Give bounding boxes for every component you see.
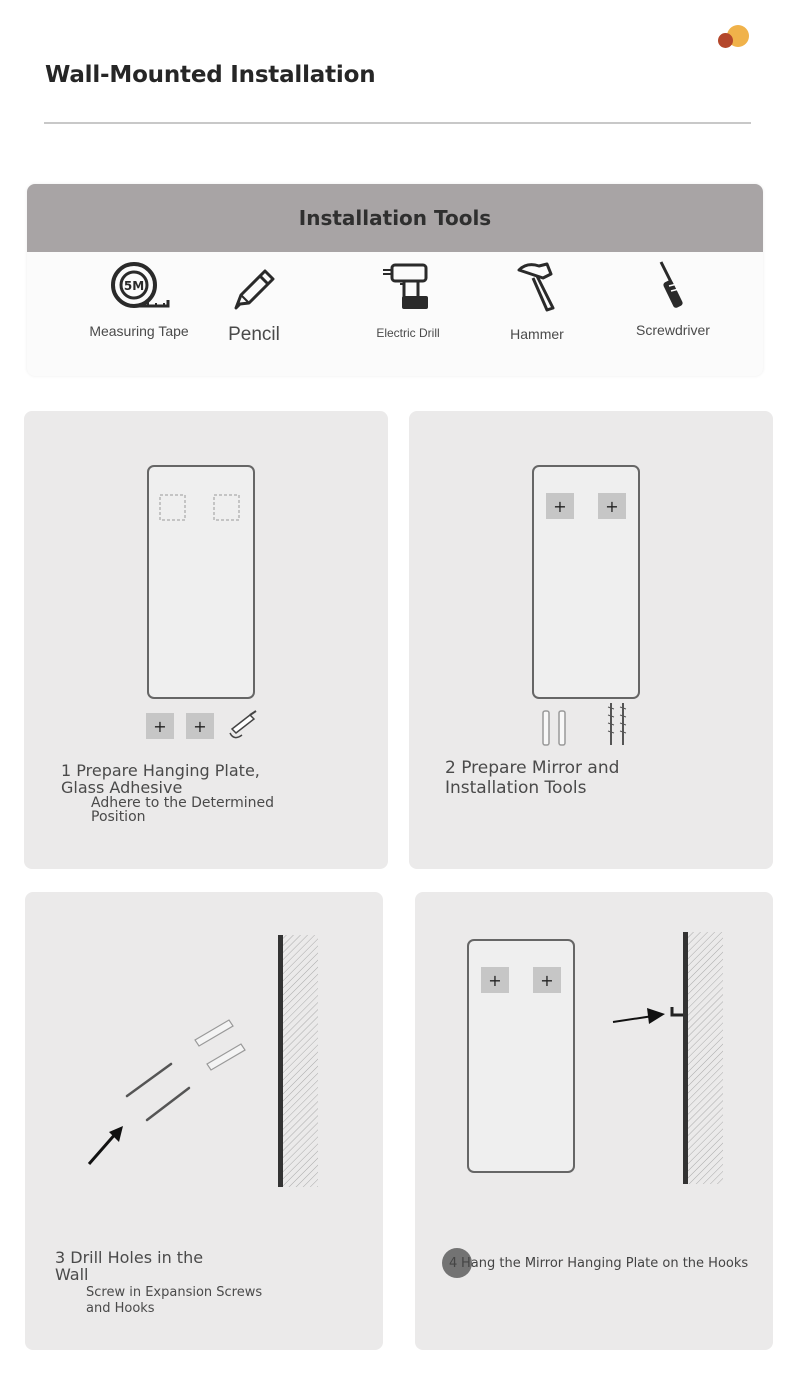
svg-text:+: + xyxy=(605,497,619,516)
step-3-title: 3 Drill Holes in the Wall xyxy=(55,1248,204,1284)
tool-label: Measuring Tape xyxy=(89,323,189,339)
step-card-1 xyxy=(24,411,388,869)
tool-pencil xyxy=(217,260,291,346)
measuring-tape-icon xyxy=(104,260,174,312)
step-4-title: Hang the Mirror Hanging Plate on the Hooks xyxy=(461,1256,749,1271)
step-2-title: 2 Prepare Mirror and Installation Tools xyxy=(445,758,620,798)
brand-logo xyxy=(718,25,750,51)
step-card-3 xyxy=(25,892,383,1350)
tape-badge: 5M xyxy=(123,279,145,293)
screwdriver-icon xyxy=(653,260,693,312)
title-divider xyxy=(44,122,751,124)
wall-section xyxy=(282,935,318,1187)
pencil-icon xyxy=(228,260,280,312)
svg-text:+: + xyxy=(193,717,207,736)
wall-section xyxy=(687,932,723,1184)
step-1-title: 1 Prepare Hanging Plate, Glass Adhesive xyxy=(61,761,260,797)
svg-text:+: + xyxy=(553,497,567,516)
svg-text:+: + xyxy=(153,717,167,736)
glass-adhesive-icon xyxy=(230,711,256,738)
step-4-number: 4 xyxy=(449,1256,458,1271)
step-3-illustration xyxy=(25,892,383,1212)
step-1-subtitle: Adhere to the Determined Position xyxy=(91,795,275,825)
arrow-icon xyxy=(89,1126,123,1164)
electric-drill-icon xyxy=(380,260,436,312)
expansion-anchors xyxy=(543,711,565,745)
svg-text:+: + xyxy=(540,971,554,990)
svg-text:+: + xyxy=(488,971,502,990)
hammer-icon xyxy=(513,260,561,312)
tool-measuring-tape xyxy=(75,260,203,339)
tool-label: Electric Drill xyxy=(376,326,440,340)
step-3-subtitle: Screw in Expansion Screws and Hooks xyxy=(86,1285,263,1316)
step-card-2 xyxy=(409,411,773,869)
tool-electric-drill xyxy=(363,260,453,340)
tools-title: Installation Tools xyxy=(298,206,492,230)
tool-label: Hammer xyxy=(510,326,564,342)
tool-label: Screwdriver xyxy=(636,322,710,338)
arrow-icon xyxy=(613,1008,665,1024)
tool-label: Pencil xyxy=(228,324,280,345)
step-2-illustration xyxy=(409,411,773,751)
step-card-4 xyxy=(415,892,773,1350)
hook xyxy=(672,1007,683,1015)
expansion-anchors xyxy=(195,1020,245,1070)
tools-header xyxy=(27,184,763,252)
step-4-illustration xyxy=(415,892,773,1212)
page-title: Wall-Mounted Installation xyxy=(45,62,376,88)
wall-surface xyxy=(683,932,688,1184)
screws xyxy=(127,1064,189,1120)
screws xyxy=(608,703,626,745)
mirror-outline xyxy=(148,466,254,698)
tool-hammer xyxy=(497,260,577,342)
installation-tools-card xyxy=(27,184,763,376)
step-1-illustration xyxy=(24,411,388,751)
tool-screwdriver xyxy=(627,260,719,338)
wall-surface xyxy=(278,935,283,1187)
